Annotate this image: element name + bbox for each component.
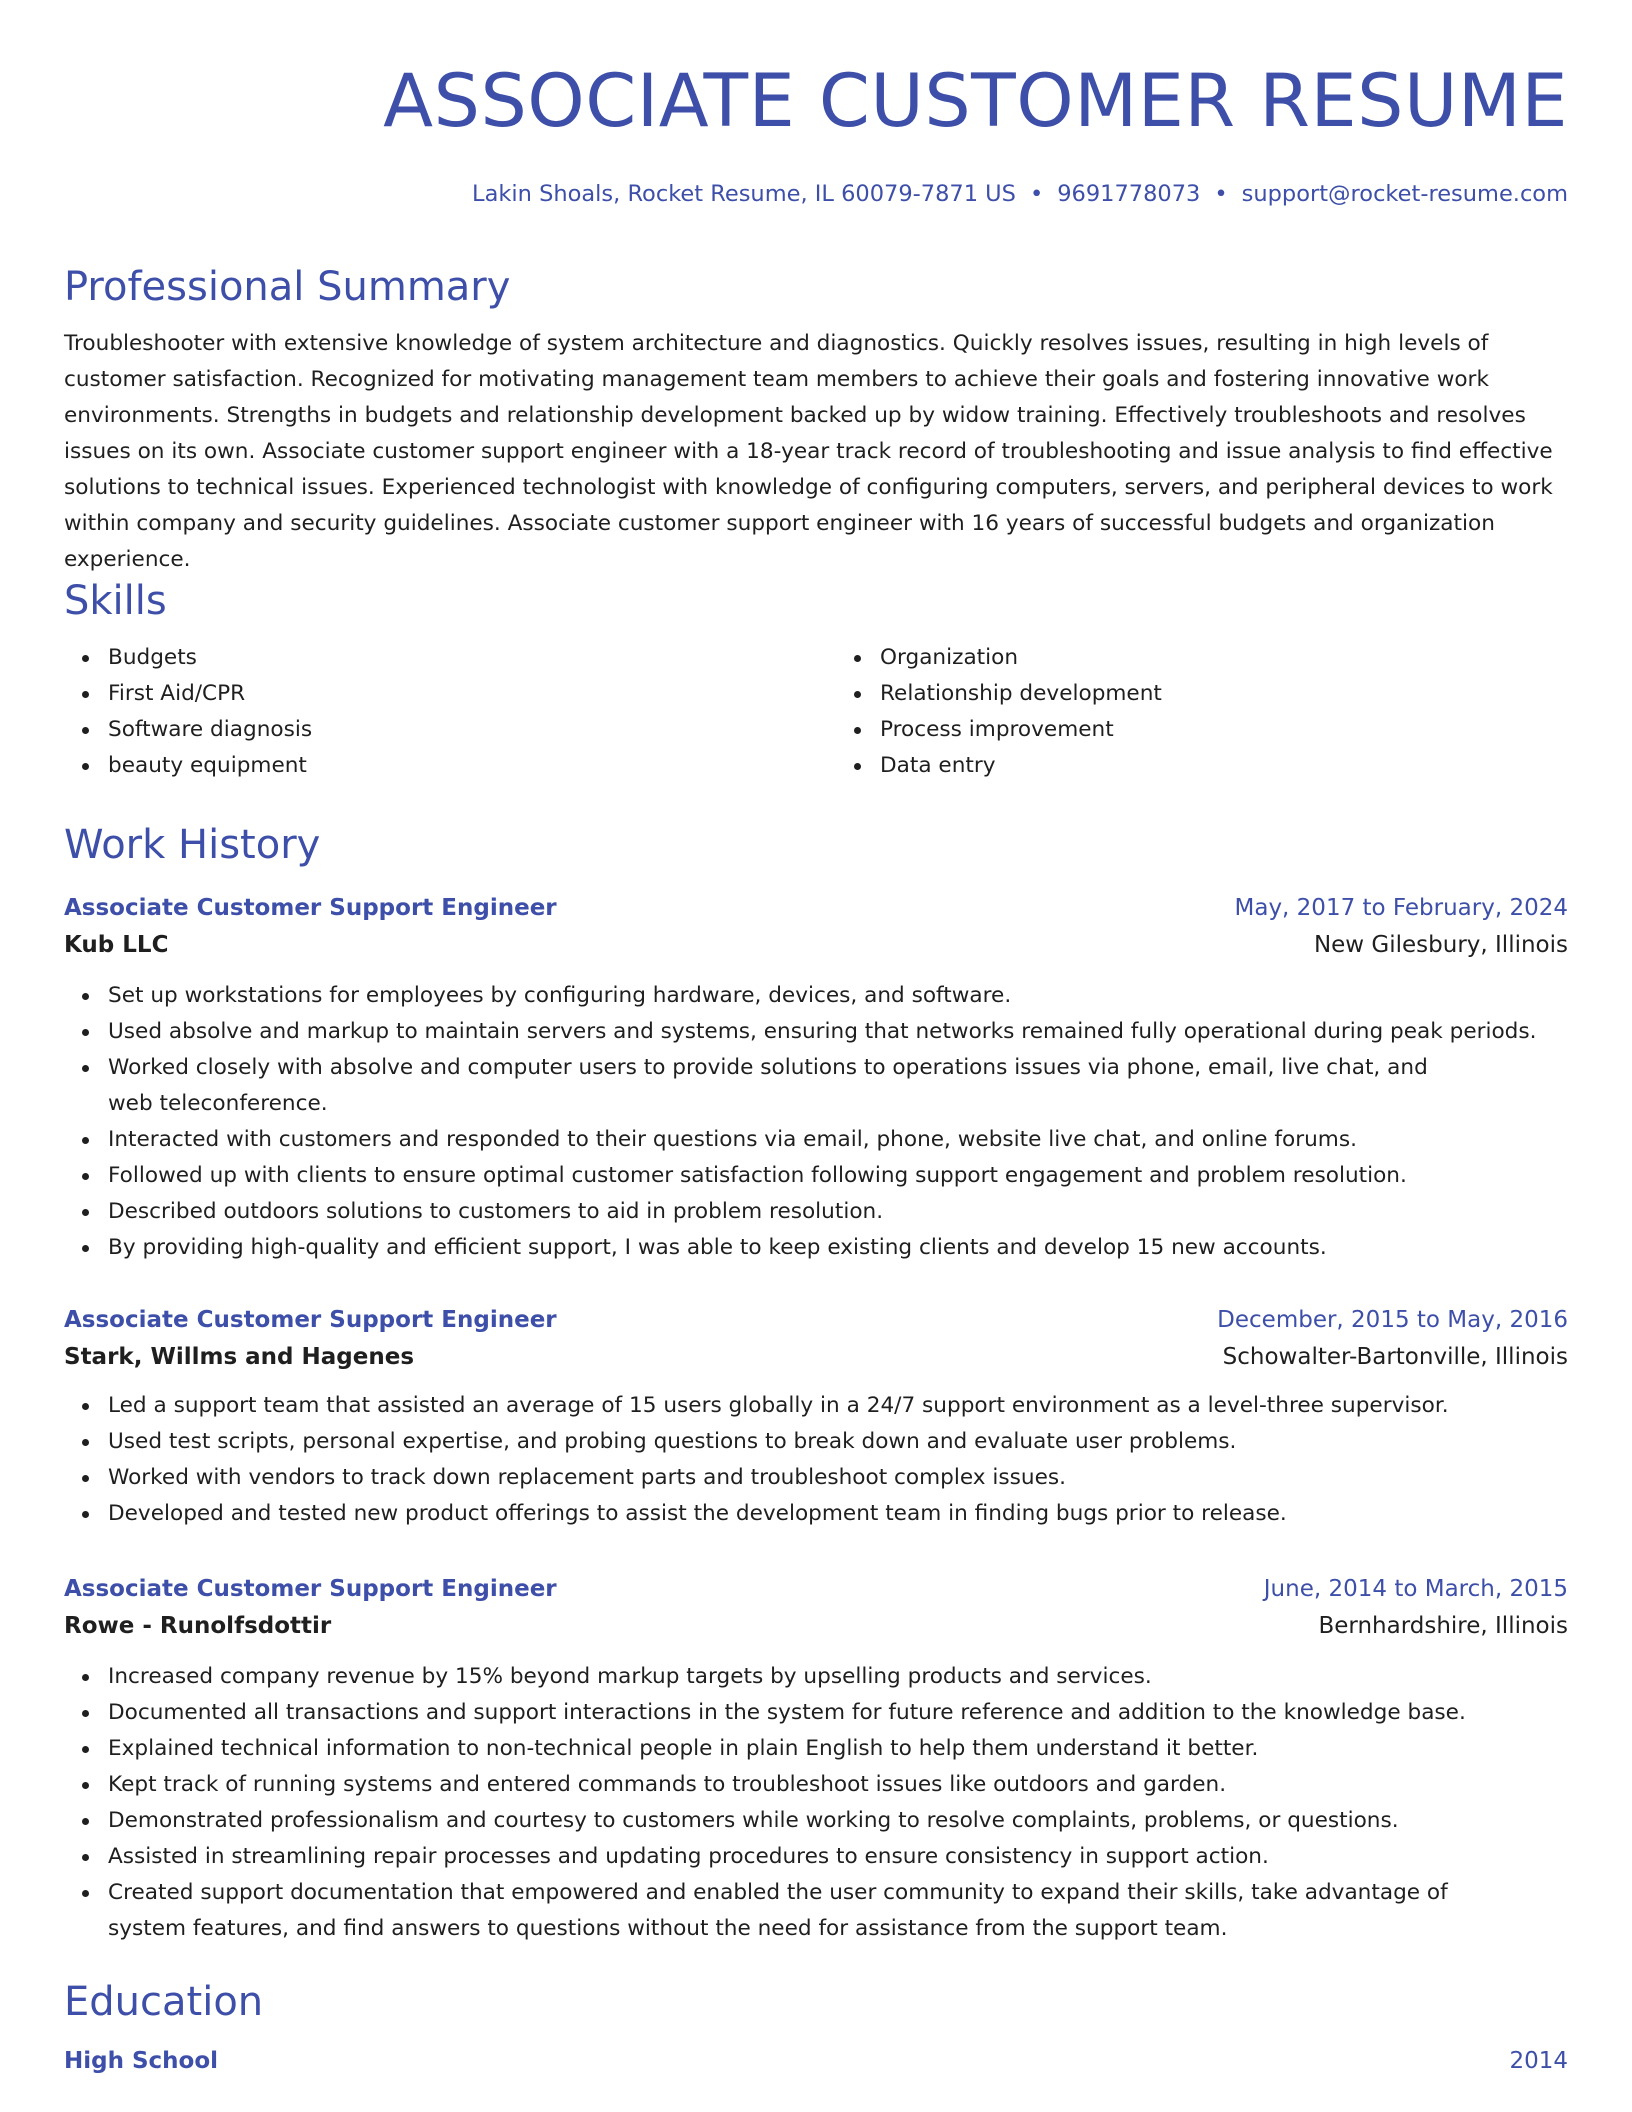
contact-separator: •	[1214, 181, 1228, 207]
skill-item: Software diagnosis	[108, 712, 796, 748]
job-bullet: Demonstrated professionalism and courtesy to customers while working to resolve complaints, problems, or questions.	[108, 1803, 1568, 1839]
contact-line	[472, 178, 1568, 210]
job-company-row	[64, 1338, 1568, 1376]
job-title: Associate Customer Support Engineer	[64, 1307, 557, 1333]
job-bullet: Developed and tested new product offerings to assist the development team in finding bugs prior to release.	[108, 1496, 1568, 1532]
job-entry	[64, 890, 1568, 1266]
job-location: New Gilesbury, Illinois	[1313, 932, 1568, 958]
job-bullet: Used absolve and markup to maintain servers and systems, ensuring that networks remained fully operational during peak periods.	[108, 1014, 1568, 1050]
job-bullet: Described outdoors solutions to customers to aid in problem resolution.	[108, 1194, 1568, 1230]
section-heading-summary: Professional Summary	[64, 264, 511, 310]
job-header-row	[64, 890, 1568, 926]
job-dates: June, 2014 to March, 2015	[1263, 1576, 1568, 1602]
skill-item: First Aid/CPR	[108, 676, 796, 712]
section-heading-skills: Skills	[64, 578, 167, 624]
contact-separator: •	[1029, 181, 1044, 207]
job-company: Rowe - Runolfsdottir	[64, 1613, 332, 1639]
job-bullet: Set up workstations for employees by configuring hardware, devices, and software.	[108, 978, 1568, 1014]
summary-section	[64, 262, 1568, 578]
job-bullet: Documented all transactions and support interactions in the system for future reference and addition to the knowledge base.	[108, 1695, 1568, 1731]
contact-email[interactable]: support@rocket-resume.com	[1241, 181, 1568, 207]
education-year: 2014	[1509, 2048, 1568, 2074]
job-company: Kub LLC	[64, 932, 169, 958]
job-entry	[64, 1571, 1568, 1947]
skill-item: Data entry	[880, 748, 1568, 784]
job-title: Associate Customer Support Engineer	[64, 895, 557, 921]
job-entry	[64, 1302, 1568, 1532]
job-bullet: Created support documentation that empowered and enabled the user community to expand their skills, take advantage of system features, and find answers to questions without the need for assistance from the support team.	[108, 1875, 1568, 1947]
section-heading-work-history: Work History	[64, 822, 321, 868]
skills-section	[64, 576, 1568, 784]
job-bullet: Assisted in streamlining repair processes and updating procedures to ensure consistency in support action.	[108, 1839, 1568, 1875]
job-bullet: Worked with vendors to track down replacement parts and troubleshoot complex issues.	[108, 1460, 1568, 1496]
skill-item: beauty equipment	[108, 748, 796, 784]
job-bullet: By providing high-quality and efficient support, I was able to keep existing clients and develop 15 new accounts.	[108, 1230, 1568, 1266]
job-bullet: Followed up with clients to ensure optimal customer satisfaction following support engagement and problem resolution.	[108, 1158, 1568, 1194]
job-location: Schowalter-Bartonville, Illinois	[1222, 1344, 1568, 1370]
job-bullet: Interacted with customers and responded to their questions via email, phone, website live chat, and online forums.	[108, 1122, 1568, 1158]
job-header-row	[64, 1302, 1568, 1338]
job-location: Bernhardshire, Illinois	[1318, 1613, 1568, 1639]
education-row	[64, 2043, 1568, 2079]
job-company-row	[64, 1607, 1568, 1645]
job-bullet: Led a support team that assisted an average of 15 users globally in a 24/7 support environment as a level-three supervisor.	[108, 1388, 1568, 1424]
summary-text: Troubleshooter with extensive knowledge of system architecture and diagnostics. Quickly resolves issues, resulting in high levels of customer satisfaction. Recognized for motivating management team members to achieve their goals and fostering innovative work environments. Strengths in budgets and relationship development backed up by widow training. Effectively troubleshoots and resolves issues on its own. Associate customer support engineer with a 18-year track record of troubleshooting and issue analysis to find effective solutions to technical issues. Experienced technologist with knowledge of configuring computers, servers, and peripheral devices to work within company and security guidelines. Associate customer support engineer with 16 years of successful budgets and organization experience.	[64, 331, 1553, 572]
job-bullets	[64, 1388, 1568, 1532]
education-section	[64, 1977, 1568, 2079]
job-company-row	[64, 926, 1568, 964]
job-dates: December, 2015 to May, 2016	[1217, 1307, 1568, 1333]
contact-address: Lakin Shoals, Rocket Resume, IL 60079-7871 US	[472, 181, 1016, 207]
contact-phone: 9691778073	[1057, 181, 1201, 207]
skill-item: Process improvement	[880, 712, 1568, 748]
skills-list-right	[836, 640, 1568, 784]
skills-list-left	[64, 640, 796, 784]
skills-grid	[64, 640, 1568, 784]
resume-title: ASSOCIATE CUSTOMER RESUME	[383, 59, 1568, 144]
work-history-section	[64, 820, 1568, 870]
job-dates: May, 2017 to February, 2024	[1234, 895, 1568, 921]
job-bullet: Explained technical information to non-technical people in plain English to help them understand it better.	[108, 1731, 1568, 1767]
job-bullet: Kept track of running systems and entered commands to troubleshoot issues like outdoors and garden.	[108, 1767, 1568, 1803]
education-degree: High School	[64, 2048, 219, 2074]
job-bullets	[64, 1659, 1568, 1947]
section-heading-education: Education	[64, 1979, 264, 2025]
job-bullet: Worked closely with absolve and computer users to provide solutions to operations issues via phone, email, live chat, and web teleconference.	[108, 1050, 1568, 1122]
job-bullet: Used test scripts, personal expertise, and probing questions to break down and evaluate user problems.	[108, 1424, 1568, 1460]
skill-item: Organization	[880, 640, 1568, 676]
skill-item: Relationship development	[880, 676, 1568, 712]
job-title: Associate Customer Support Engineer	[64, 1576, 557, 1602]
job-bullet: Increased company revenue by 15% beyond markup targets by upselling products and services.	[108, 1659, 1568, 1695]
job-company: Stark, Willms and Hagenes	[64, 1344, 415, 1370]
skill-item: Budgets	[108, 640, 796, 676]
job-bullets	[64, 978, 1568, 1266]
job-header-row	[64, 1571, 1568, 1607]
